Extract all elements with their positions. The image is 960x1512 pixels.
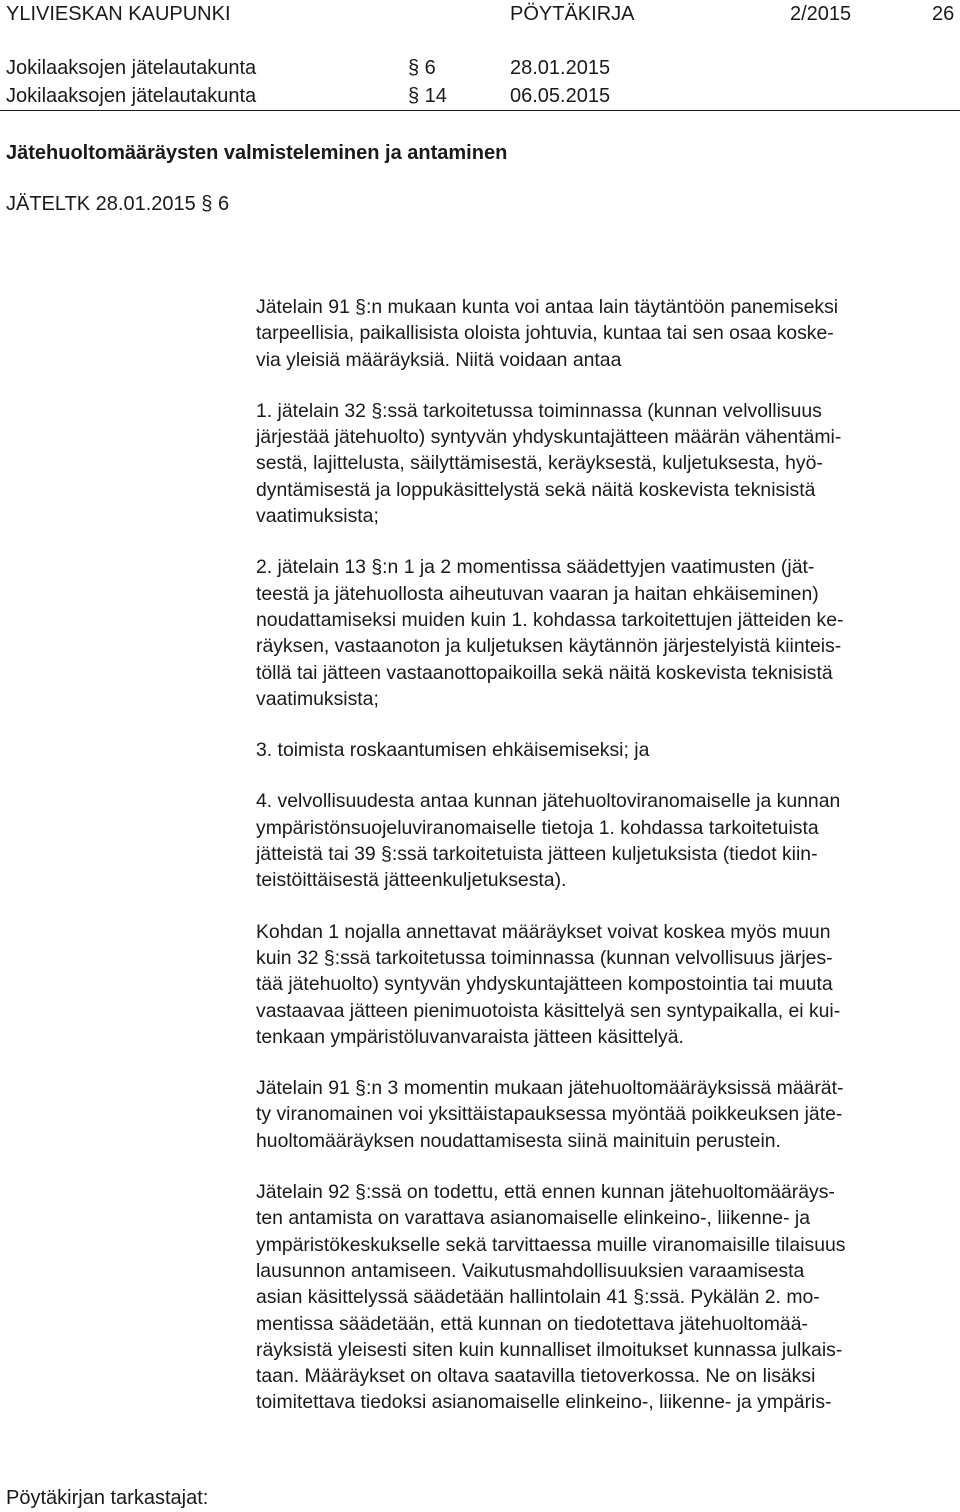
body-line: Jätelain 91 §:n mukaan kunta voi antaa lain täytäntöön panemiseksi bbox=[256, 296, 839, 318]
body-line: vaatimuksista; bbox=[256, 687, 379, 710]
body-line: ympäristökeskukselle sekä tarvittaessa muille viranomaisille tilaisuus bbox=[256, 1233, 846, 1256]
body-line: räyksen, vastaanoton ja kuljetuksen käytännön järjestelyistä kiinteis- bbox=[256, 635, 842, 658]
body-line: via yleisiä määräyksiä. Niitä voidaan antaa bbox=[256, 348, 622, 371]
body-line: 4. velvollisuudesta antaa kunnan jätehuoltoviranomaiselle ja kunnan bbox=[256, 790, 841, 813]
body-line: 3. toimista roskaantumisen ehkäisemiseksi; ja bbox=[256, 739, 650, 762]
meeting-date: 06.05.2015 bbox=[510, 85, 611, 107]
body-line: Kohdan 1 nojalla annettavat määräykset voivat koskea myös muun bbox=[256, 920, 831, 943]
body-line: vastaavaa jätteen pienimuotoista käsittelyä sen syntypaikalla, ei kui- bbox=[256, 999, 841, 1022]
body-paragraph bbox=[256, 1179, 958, 1416]
body-line: teistöittäisestä jätteenkuljetuksesta). bbox=[256, 869, 567, 892]
body-line: huoltomääräyksen noudattamisesta siinä mainituin perustein. bbox=[256, 1129, 781, 1152]
header-document-type: PÖYTÄKIRJA bbox=[510, 3, 635, 25]
body-line: ten antamista on varattava asianomaiselle elinkeino-, liikenne- ja bbox=[256, 1207, 811, 1230]
body-line: räyksistä yleisesti siten kuin kunnalliset ilmoitukset kunnassa julkais- bbox=[256, 1338, 843, 1361]
body-line: toimitettava tiedoksi asianomaiselle elinkeino-, liikenne- ja ympäris- bbox=[256, 1391, 832, 1414]
body-line: noudattamiseksi muiden kuin 1. kohdassa tarkoitettujen jätteiden ke- bbox=[256, 608, 844, 631]
body-line: lausunnon antamiseen. Vaikutusmahdollisuuksien varaamisesta bbox=[256, 1259, 805, 1282]
body-line: 2. jätelain 13 §:n 1 ja 2 momentissa säädettyjen vaatimusten (jät- bbox=[256, 556, 815, 579]
body-line: 1. jätelain 32 §:ssä tarkoitetussa toiminnassa (kunnan velvollisuus bbox=[256, 399, 822, 422]
item-body bbox=[256, 294, 958, 1441]
meeting-body: Jokilaaksojen jätelautakunta bbox=[6, 85, 257, 107]
header-divider bbox=[0, 110, 960, 111]
body-line: jätteistä tai 39 §:ssä tarkoitetuista jätteen kuljetuksista (tiedot kiin- bbox=[256, 843, 818, 866]
body-line: sestä, lajittelusta, säilyttämisestä, keräyksestä, kuljetuksesta, hyö- bbox=[256, 452, 823, 475]
body-paragraph bbox=[256, 788, 958, 893]
body-paragraph bbox=[256, 1075, 958, 1154]
body-line: ympäristönsuojeluviranomaiselle tietoja 1. kohdassa tarkoitetuista bbox=[256, 816, 819, 839]
body-line: asian käsittelyssä säädetään hallintolain 41 §:ssä. Pykälän 2. mo- bbox=[256, 1286, 820, 1309]
body-line: tenkaan ympäristöluvanvaraista jätteen käsittelyä. bbox=[256, 1025, 684, 1048]
header-document-number: 2/2015 bbox=[790, 3, 852, 25]
body-paragraph bbox=[256, 554, 958, 712]
body-line: Jätelain 91 §:n 3 momentin mukaan jätehuoltomääräyksissä määrät- bbox=[256, 1077, 844, 1100]
body-paragraph bbox=[256, 294, 958, 373]
body-line: tarpeellisia, paikallisista oloista johtuvia, kuntaa tai sen osaa koske- bbox=[256, 322, 834, 345]
body-line: töllä tai jätteen vastaanottopaikoilla sekä näitä koskevista teknisistä bbox=[256, 661, 833, 684]
header-page-number: 26 bbox=[932, 3, 955, 25]
body-line: ty viranomainen voi yksittäistapauksessa myöntää poikkeuksen jäte- bbox=[256, 1103, 843, 1126]
footer-label: Pöytäkirjan tarkastajat: bbox=[6, 1487, 209, 1509]
meeting-section: § 14 bbox=[408, 85, 447, 107]
body-paragraph bbox=[256, 919, 958, 1050]
item-title: Jätehuoltomääräysten valmisteleminen ja antaminen bbox=[6, 142, 508, 164]
body-line: mentissa säädetään, että kunnan on tiedotettava jätehuoltomää- bbox=[256, 1312, 808, 1335]
meeting-section: § 6 bbox=[408, 57, 436, 79]
body-line: järjestää jätehuolto) syntyvän yhdyskuntajätteen määrän vähentämi- bbox=[256, 426, 842, 449]
body-line: tää jätehuolto) syntyvän yhdyskuntajätteen kompostointia tai muuta bbox=[256, 973, 833, 996]
body-paragraph bbox=[256, 398, 958, 529]
body-line: dyntämisestä ja loppukäsittelystä sekä näitä koskevista teknisistä bbox=[256, 478, 816, 501]
meeting-date: 28.01.2015 bbox=[510, 57, 611, 79]
body-line: taan. Määräykset on oltava saatavilla tietoverkossa. Ne on lisäksi bbox=[256, 1365, 816, 1388]
header-organization: YLIVIESKAN KAUPUNKI bbox=[6, 3, 231, 25]
body-paragraph bbox=[256, 737, 958, 763]
body-line: teestä ja jätehuollosta aiheutuvan vaaran ja haitan ehkäiseminen) bbox=[256, 582, 819, 605]
item-reference: JÄTELTK 28.01.2015 § 6 bbox=[6, 193, 230, 215]
body-line: Jätelain 92 §:ssä on todettu, että ennen kunnan jätehuoltomääräys- bbox=[256, 1181, 835, 1204]
body-line: kuin 32 §:ssä tarkoitetussa toiminnassa (kunnan velvollisuus järjes- bbox=[256, 946, 833, 969]
body-line: vaatimuksista; bbox=[256, 505, 379, 528]
meeting-body: Jokilaaksojen jätelautakunta bbox=[6, 57, 257, 79]
